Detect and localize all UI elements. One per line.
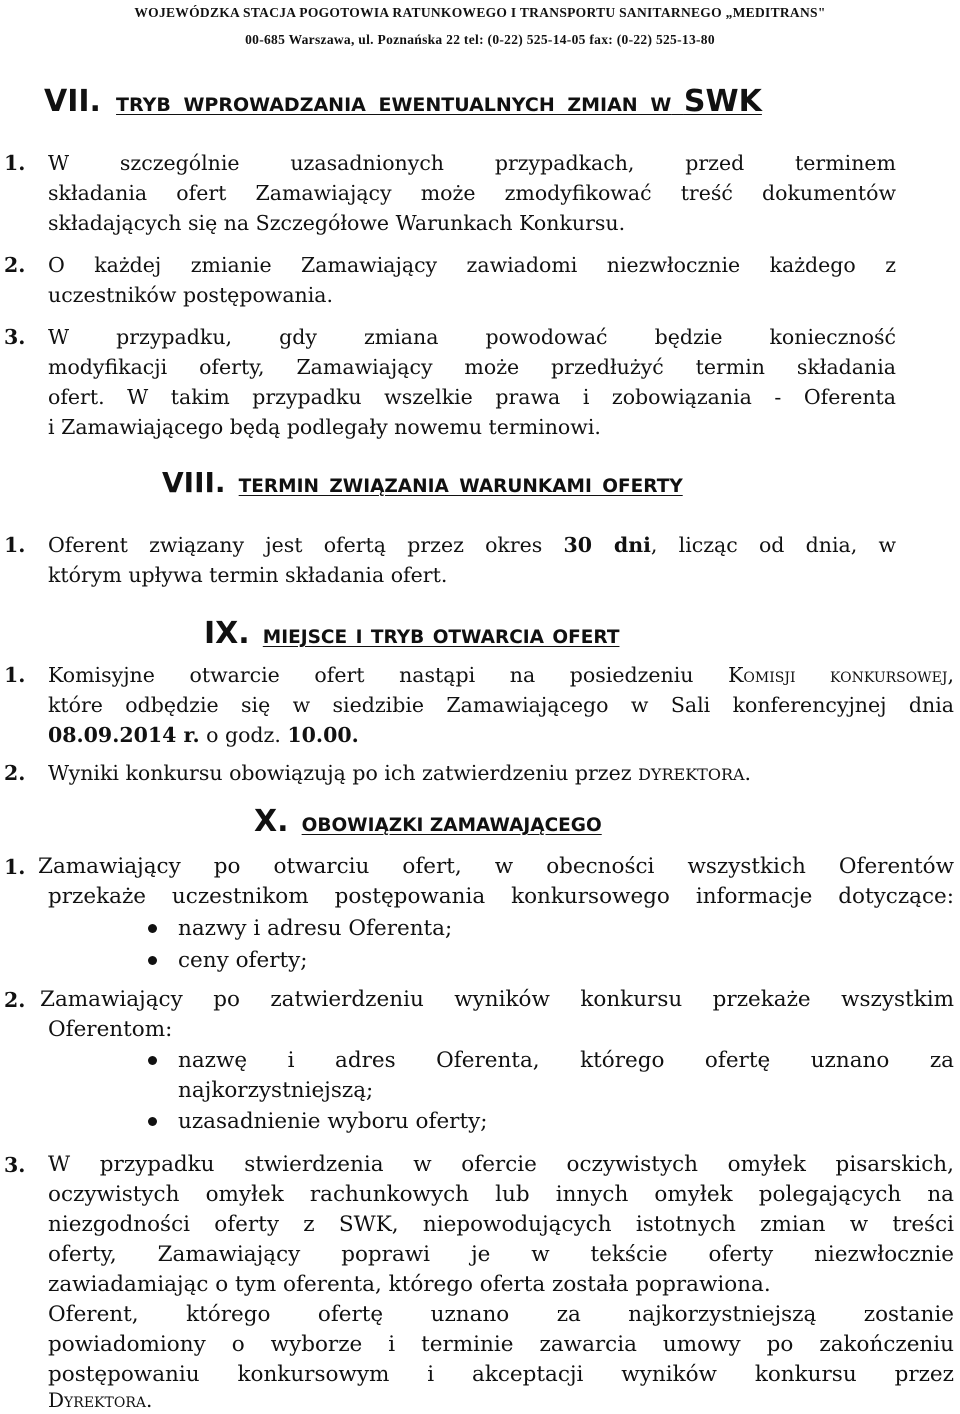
section-x-heading [254,804,602,844]
section-title-abbrev: SWK [683,84,762,119]
paragraph-line: Oferent, którego ofertę uznano za najkorzystniejszą zostanie [48,1302,954,1327]
director-label: Dyrektora. [48,1388,153,1412]
bullet-item: ceny oferty; [178,948,308,973]
section-number: VIII. [162,466,226,499]
paragraph-line: składających się na Szczegółowe Warunkach Konkursu. [48,211,626,235]
list-number: 2. [4,761,26,785]
paragraph-line: oferty, Zamawiający poprawi je w tekście oferty niezwłocznie [48,1242,954,1267]
paragraph-line: które odbędzie się w siedzibie Zamawiającego w Sali konferencyjnej dnia [48,693,954,717]
paragraph-line: Zamawiający po zatwierdzeniu wyników konkursu przekaże wszystkim [40,987,954,1012]
paragraph-line: Oferent związany jest ofertą przez okres 30 dni, licząc od dnia, w [48,533,896,557]
paragraph-line: modyfikacji oferty, Zamawiający może przedłużyć termin składania [48,355,896,379]
bullet-item: nazwy i adresu Oferenta; [178,916,453,941]
paragraph-line: zawiadamiając o tym oferenta, którego oferta została poprawiona. [48,1272,771,1297]
section-title: OBOWIĄZKI ZAMAWAJĄCEGO [301,815,602,836]
list-number: 1. [4,533,26,557]
paragraph-line: i Zamawiającego będą podlegały nowemu terminowi. [48,415,601,439]
list-number: 2. [4,988,26,1012]
list-number: 1. [4,855,26,879]
paragraph-line: ofert. W takim przypadku wszelkie prawa i zobowiązania - Oferenta [48,385,896,409]
section-number: VII. [44,84,101,119]
header-organization: WOJEWÓDZKA STACJA POGOTOWIA RATUNKOWEGO I TRANSPORTU SANITARNEGO „MEDITRANS" [134,5,826,20]
paragraph-line: Zamawiający po otwarciu ofert, w obecności wszystkich Oferentów [38,854,954,879]
section-title-text: TRYB WPROWADZANIA EWENTUALNYCH ZMIAN W [116,94,672,116]
section-title [116,84,762,119]
header-address: 00-685 Warszawa, ul. Poznańska 22 tel: (0-22) 525-14-05 fax: (0-22) 525-13-80 [245,32,715,47]
paragraph-line: składania ofert Zamawiający może zmodyfikować treść dokumentów [48,181,896,205]
paragraph-line: oczywistych omyłek rachunkowych lub innych omyłek polegających na [48,1182,954,1207]
paragraph-line: W przypadku stwierdzenia w ofercie oczywistych omyłek pisarskich, [48,1152,954,1177]
bullet-item: nazwę i adres Oferenta, którego ofertę uznano za [178,1048,954,1073]
bullet-icon [148,924,157,933]
paragraph-line: uczestników postępowania. [48,283,334,307]
paragraph-line [48,1386,152,1414]
bullet-item-continuation: najkorzystniejszą; [178,1078,374,1103]
paragraph-line: którym upływa termin składania ofert. [48,563,448,587]
paragraph-line: Komisyjne otwarcie ofert nastąpi na posiedzeniu Komisji konkursowej, [48,663,954,687]
list-number: 3. [4,1153,26,1177]
section-vii-heading [44,84,762,124]
list-number: 1. [4,151,26,175]
paragraph-line: niezgodności oferty z SWK, niepowodujących istotnych zmian w treści [48,1212,954,1237]
bullet-icon [148,1056,157,1065]
paragraph-line: 08.09.2014 r. o godz. 10.00. [48,723,359,747]
list-number: 1. [4,663,26,687]
director-label: DYREKTORA [638,765,745,784]
bullet-icon [148,956,157,965]
paragraph-line: powiadomiony o wyborze i terminie zawarcia umowy po zakończeniu [48,1332,954,1357]
section-title: MIEJSCE I TRYB OTWARCIA OFERT [262,627,620,648]
section-title: TERMIN ZWIĄZANIA WARUNKAMI OFERTY [238,476,683,497]
bullet-icon [148,1117,157,1126]
list-number: 3. [4,325,26,349]
paragraph-line: postępowaniu konkursowym i akceptacji wyników konkursu przez [48,1362,954,1387]
section-viii-heading [162,466,683,506]
section-number: X. [254,804,289,839]
paragraph-line: Oferentom: [48,1017,173,1042]
paragraph-line: Wyniki konkursu obowiązują po ich zatwierdzeniu przez DYREKTORA. [48,761,752,785]
opening-date: 08.09.2014 r. [48,723,200,747]
list-number: 2. [4,253,26,277]
section-ix-heading [204,616,619,656]
section-number: IX. [204,616,250,651]
emphasis-days: 30 dni [563,533,651,557]
paragraph-line: O każdej zmianie Zamawiający zawiadomi niezwłocznie każdego z [48,253,896,277]
paragraph-line: przekaże uczestnikom postępowania konkursowego informacje dotyczące: [48,884,954,909]
opening-time: 10.00. [287,723,359,747]
paragraph-line: W szczególnie uzasadnionych przypadkach, przed terminem [48,151,896,175]
bullet-item: uzasadnienie wyboru oferty; [178,1109,488,1134]
committee-name: Komisji konkursowej [728,663,948,687]
paragraph-line: W przypadku, gdy zmiana powodować będzie konieczność [48,325,896,349]
